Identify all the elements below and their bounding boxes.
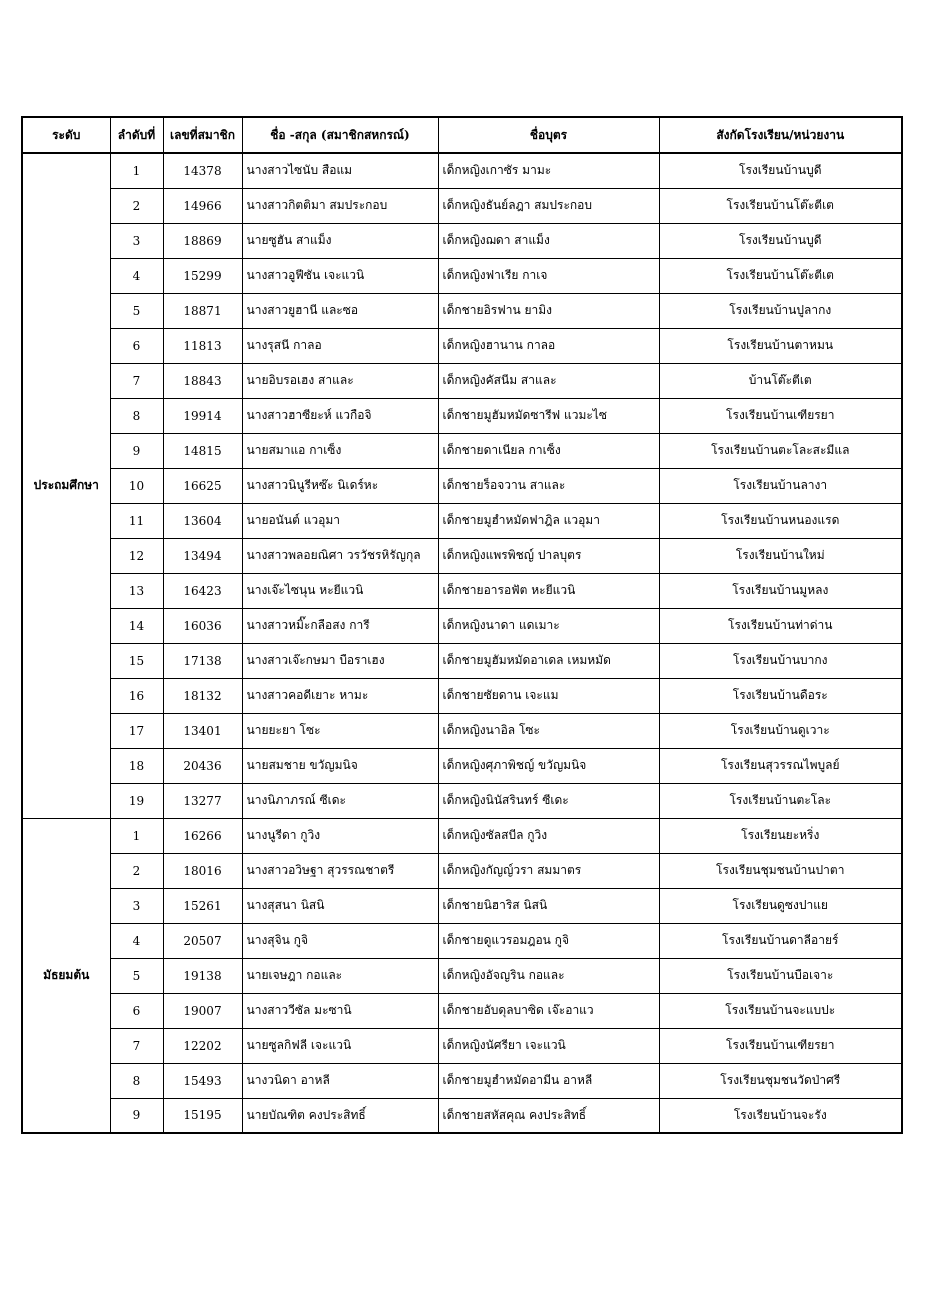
header-child-name: ชื่อบุตร bbox=[438, 117, 659, 153]
table-header bbox=[22, 117, 902, 153]
cell-school: โรงเรียนบ้านดูเวาะ bbox=[659, 713, 902, 748]
cell-member-name: นางสาวหมิ๊ะกลือสง การี bbox=[242, 608, 438, 643]
cell-number: 1 bbox=[110, 818, 163, 853]
cell-member-name: นางรุสนี กาลอ bbox=[242, 328, 438, 363]
cell-member-name: นางนูรีดา กูวิง bbox=[242, 818, 438, 853]
group-lower-secondary bbox=[22, 818, 902, 1133]
cell-school: โรงเรียนบ้านลางา bbox=[659, 468, 902, 503]
cell-number: 6 bbox=[110, 328, 163, 363]
table-row bbox=[22, 363, 902, 398]
cell-child-name: เด็กหญิงนินัสรินทร์ ซีเดะ bbox=[438, 783, 659, 818]
header-level: ระดับ bbox=[22, 117, 110, 153]
cell-member-name: นางสาววีซัล มะซานิ bbox=[242, 993, 438, 1028]
cell-member-id: 18132 bbox=[163, 678, 242, 713]
cell-member-id: 15299 bbox=[163, 258, 242, 293]
cell-member-name: นางวนิดา อาหลี bbox=[242, 1063, 438, 1098]
cell-school: โรงเรียนบ้านดาลีอายร์ bbox=[659, 923, 902, 958]
cell-member-name: นางสาวยูฮานี และซอ bbox=[242, 293, 438, 328]
table-row bbox=[22, 328, 902, 363]
member-children-table bbox=[21, 116, 903, 1134]
table-row bbox=[22, 888, 902, 923]
cell-school: โรงเรียนดูซงปาแย bbox=[659, 888, 902, 923]
cell-number: 11 bbox=[110, 503, 163, 538]
table-row bbox=[22, 818, 902, 853]
cell-member-name: นางสาวอูฟีซัน เจะแวนิ bbox=[242, 258, 438, 293]
cell-number: 13 bbox=[110, 573, 163, 608]
cell-school: โรงเรียนบ้านเฑียรยา bbox=[659, 398, 902, 433]
cell-school: โรงเรียนบ้านท่าด่าน bbox=[659, 608, 902, 643]
cell-school: โรงเรียนบ้านบากง bbox=[659, 643, 902, 678]
cell-member-id: 16423 bbox=[163, 573, 242, 608]
cell-member-id: 14966 bbox=[163, 188, 242, 223]
level-cell: ประถมศึกษา bbox=[22, 153, 110, 818]
cell-member-name: นางสาวนินูรีหซ๊ะ นิเดร์หะ bbox=[242, 468, 438, 503]
cell-member-id: 20507 bbox=[163, 923, 242, 958]
cell-school: โรงเรียนบ้านหนองแรด bbox=[659, 503, 902, 538]
cell-child-name: เด็กชายสหัสคุณ คงประสิทธิ์ bbox=[438, 1098, 659, 1133]
cell-number: 5 bbox=[110, 958, 163, 993]
cell-school: โรงเรียนบ้านบูดี bbox=[659, 153, 902, 188]
table-row bbox=[22, 923, 902, 958]
cell-member-id: 15493 bbox=[163, 1063, 242, 1098]
cell-member-name: นางสาวฮาซียะห์ แวกือจิ bbox=[242, 398, 438, 433]
cell-member-id: 15195 bbox=[163, 1098, 242, 1133]
table-row bbox=[22, 503, 902, 538]
cell-member-name: นายซูลกิฟลี เจะแวนิ bbox=[242, 1028, 438, 1063]
cell-child-name: เด็กชายซัยดาน เจะแม bbox=[438, 678, 659, 713]
group-primary bbox=[22, 153, 902, 818]
level-cell: มัธยมต้น bbox=[22, 818, 110, 1133]
table-row bbox=[22, 398, 902, 433]
cell-member-name: นายซูฮัน สาแม็ง bbox=[242, 223, 438, 258]
cell-child-name: เด็กหญิงแพรพิชญ์ ปาลบุตร bbox=[438, 538, 659, 573]
cell-number: 3 bbox=[110, 223, 163, 258]
cell-child-name: เด็กชายนิฮาริส นิสนิ bbox=[438, 888, 659, 923]
cell-member-name: นางสาวไซนับ สือแม bbox=[242, 153, 438, 188]
cell-number: 9 bbox=[110, 1098, 163, 1133]
table-row bbox=[22, 433, 902, 468]
cell-school: โรงเรียนบ้านมูหลง bbox=[659, 573, 902, 608]
cell-member-id: 13604 bbox=[163, 503, 242, 538]
cell-member-id: 17138 bbox=[163, 643, 242, 678]
cell-child-name: เด็กชายอิรฟาน ยามิง bbox=[438, 293, 659, 328]
cell-member-name: นางสาวกิตติมา สมประกอบ bbox=[242, 188, 438, 223]
cell-member-name: นายยะยา โซะ bbox=[242, 713, 438, 748]
cell-number: 6 bbox=[110, 993, 163, 1028]
cell-number: 8 bbox=[110, 1063, 163, 1098]
cell-school: โรงเรียนบ้านโต๊ะตีเต bbox=[659, 258, 902, 293]
table-row bbox=[22, 713, 902, 748]
cell-member-name: นายอนันต์ แวอุมา bbox=[242, 503, 438, 538]
table-row bbox=[22, 1098, 902, 1133]
cell-number: 18 bbox=[110, 748, 163, 783]
cell-number: 12 bbox=[110, 538, 163, 573]
cell-member-id: 14378 bbox=[163, 153, 242, 188]
table-row bbox=[22, 1028, 902, 1063]
cell-member-id: 16625 bbox=[163, 468, 242, 503]
cell-number: 9 bbox=[110, 433, 163, 468]
cell-number: 5 bbox=[110, 293, 163, 328]
cell-number: 1 bbox=[110, 153, 163, 188]
table-row bbox=[22, 958, 902, 993]
cell-child-name: เด็กหญิงเกาซัร มามะ bbox=[438, 153, 659, 188]
cell-member-id: 11813 bbox=[163, 328, 242, 363]
cell-member-id: 19007 bbox=[163, 993, 242, 1028]
cell-member-name: นางสาวอวิษฐา สุวรรณชาตรี bbox=[242, 853, 438, 888]
cell-school: โรงเรียนบ้านปูลากง bbox=[659, 293, 902, 328]
cell-school: โรงเรียนบ้านดือระ bbox=[659, 678, 902, 713]
cell-member-name: นางสุสนา นิสนิ bbox=[242, 888, 438, 923]
cell-member-name: นางสาวเจ๊ะกษมา บือราเฮง bbox=[242, 643, 438, 678]
cell-child-name: เด็กชายดาเนียล กาเซ็ง bbox=[438, 433, 659, 468]
cell-number: 4 bbox=[110, 923, 163, 958]
cell-school: โรงเรียนบ้านเฑียรยา bbox=[659, 1028, 902, 1063]
table-row bbox=[22, 293, 902, 328]
cell-number: 3 bbox=[110, 888, 163, 923]
cell-member-id: 13494 bbox=[163, 538, 242, 573]
cell-school: โรงเรียนชุมชนบ้านปาตา bbox=[659, 853, 902, 888]
table-row bbox=[22, 678, 902, 713]
cell-child-name: เด็กหญิงกัญญ์วรา สมมาตร bbox=[438, 853, 659, 888]
table-row bbox=[22, 993, 902, 1028]
cell-member-id: 13401 bbox=[163, 713, 242, 748]
table-row bbox=[22, 853, 902, 888]
cell-child-name: เด็กหญิงฌดา สาแม็ง bbox=[438, 223, 659, 258]
cell-child-name: เด็กชายมูฮัมหมัดซารีฟ แวมะไซ bbox=[438, 398, 659, 433]
header-member-id: เลขที่สมาชิก bbox=[163, 117, 242, 153]
cell-member-id: 12202 bbox=[163, 1028, 242, 1063]
table-row bbox=[22, 573, 902, 608]
header-number: ลำดับที่ bbox=[110, 117, 163, 153]
cell-school: โรงเรียนบ้านตะโละ bbox=[659, 783, 902, 818]
cell-member-name: นายอิบรอเฮง สาและ bbox=[242, 363, 438, 398]
cell-school: โรงเรียนบ้านโต๊ะตีเต bbox=[659, 188, 902, 223]
table-row bbox=[22, 643, 902, 678]
table-row bbox=[22, 783, 902, 818]
cell-child-name: เด็กชายร็อจวาน สาและ bbox=[438, 468, 659, 503]
cell-school: โรงเรียนสุวรรณไพบูลย์ bbox=[659, 748, 902, 783]
cell-school: โรงเรียนชุมชนวัดป่าศรี bbox=[659, 1063, 902, 1098]
cell-member-id: 16266 bbox=[163, 818, 242, 853]
table-row bbox=[22, 748, 902, 783]
cell-school: โรงเรียนบ้านใหม่ bbox=[659, 538, 902, 573]
cell-member-id: 19138 bbox=[163, 958, 242, 993]
cell-number: 10 bbox=[110, 468, 163, 503]
cell-school: โรงเรียนบ้านจะรัง bbox=[659, 1098, 902, 1133]
cell-member-id: 18016 bbox=[163, 853, 242, 888]
cell-school: โรงเรียนบ้านบือเจาะ bbox=[659, 958, 902, 993]
cell-child-name: เด็กหญิงอัจญริน กอและ bbox=[438, 958, 659, 993]
header-school: สังกัดโรงเรียน/หน่วยงาน bbox=[659, 117, 902, 153]
cell-member-id: 13277 bbox=[163, 783, 242, 818]
cell-member-id: 19914 bbox=[163, 398, 242, 433]
cell-child-name: เด็กหญิงศุภาพิชญ์ ขวัญมนิจ bbox=[438, 748, 659, 783]
cell-child-name: เด็กหญิงธันย์ลฎา สมประกอบ bbox=[438, 188, 659, 223]
cell-member-id: 14815 bbox=[163, 433, 242, 468]
cell-child-name: เด็กหญิงนาดา แดเมาะ bbox=[438, 608, 659, 643]
cell-number: 7 bbox=[110, 363, 163, 398]
table-row bbox=[22, 258, 902, 293]
cell-member-id: 18869 bbox=[163, 223, 242, 258]
cell-child-name: เด็กหญิงนัศรียา เจะแวนิ bbox=[438, 1028, 659, 1063]
cell-number: 14 bbox=[110, 608, 163, 643]
cell-child-name: เด็กหญิงฟาเรีย กาเจ bbox=[438, 258, 659, 293]
cell-member-id: 15261 bbox=[163, 888, 242, 923]
cell-member-id: 18871 bbox=[163, 293, 242, 328]
cell-member-id: 16036 bbox=[163, 608, 242, 643]
cell-member-name: นายสมาแอ กาเซ็ง bbox=[242, 433, 438, 468]
cell-number: 17 bbox=[110, 713, 163, 748]
cell-member-name: นางเจ๊ะไซนุน หะยีแวนิ bbox=[242, 573, 438, 608]
cell-school: โรงเรียนยะหริ่ง bbox=[659, 818, 902, 853]
cell-member-name: นายเจษฎา กอและ bbox=[242, 958, 438, 993]
cell-member-name: นางสาวพลอยณิศา วรวัชรหิรัญกุล bbox=[242, 538, 438, 573]
cell-member-id: 18843 bbox=[163, 363, 242, 398]
cell-child-name: เด็กชายมูฮำหมัดฟาฎิล แวอุมา bbox=[438, 503, 659, 538]
cell-member-name: นางนิภาภรณ์ ซีเดะ bbox=[242, 783, 438, 818]
cell-school: โรงเรียนบ้านบูดี bbox=[659, 223, 902, 258]
table-row bbox=[22, 608, 902, 643]
cell-number: 16 bbox=[110, 678, 163, 713]
cell-member-name: นายสมชาย ขวัญมนิจ bbox=[242, 748, 438, 783]
cell-number: 7 bbox=[110, 1028, 163, 1063]
cell-child-name: เด็กหญิงนาอิล โซะ bbox=[438, 713, 659, 748]
cell-number: 15 bbox=[110, 643, 163, 678]
table-row bbox=[22, 1063, 902, 1098]
cell-member-name: นางสาวคอดีเยาะ หามะ bbox=[242, 678, 438, 713]
cell-school: โรงเรียนบ้านตาหมน bbox=[659, 328, 902, 363]
cell-number: 4 bbox=[110, 258, 163, 293]
cell-member-name: นางสุจิน กูจิ bbox=[242, 923, 438, 958]
cell-child-name: เด็กหญิงซัลสบีล กูวิง bbox=[438, 818, 659, 853]
cell-member-id: 20436 bbox=[163, 748, 242, 783]
cell-child-name: เด็กหญิงฮานาน กาลอ bbox=[438, 328, 659, 363]
cell-school: โรงเรียนบ้านตะโละสะมีแล bbox=[659, 433, 902, 468]
cell-child-name: เด็กหญิงคัสนีม สาและ bbox=[438, 363, 659, 398]
cell-child-name: เด็กชายมูฮำหมัดอามีน อาหลี bbox=[438, 1063, 659, 1098]
table-row bbox=[22, 468, 902, 503]
table-row bbox=[22, 153, 902, 188]
cell-number: 2 bbox=[110, 188, 163, 223]
header-member-name: ชื่อ -สกุล (สมาชิกสหกรณ์) bbox=[242, 117, 438, 153]
header-row bbox=[22, 117, 902, 153]
cell-child-name: เด็กชายอารอฟัต หะยีแวนิ bbox=[438, 573, 659, 608]
cell-member-name: นายบัณฑิต คงประสิทธิ์ bbox=[242, 1098, 438, 1133]
cell-number: 19 bbox=[110, 783, 163, 818]
cell-child-name: เด็กชายอับดุลบาซิด เจ๊ะอาแว bbox=[438, 993, 659, 1028]
cell-school: โรงเรียนบ้านจะแบปะ bbox=[659, 993, 902, 1028]
cell-school: บ้านโต๊ะตีเต bbox=[659, 363, 902, 398]
table-row bbox=[22, 188, 902, 223]
cell-child-name: เด็กชายมูฮัมหมัดอาเดล เหมหมัด bbox=[438, 643, 659, 678]
table-row bbox=[22, 223, 902, 258]
cell-number: 2 bbox=[110, 853, 163, 888]
table-row bbox=[22, 538, 902, 573]
cell-child-name: เด็กชายดูแวรอมฎอน กูจิ bbox=[438, 923, 659, 958]
cell-number: 8 bbox=[110, 398, 163, 433]
